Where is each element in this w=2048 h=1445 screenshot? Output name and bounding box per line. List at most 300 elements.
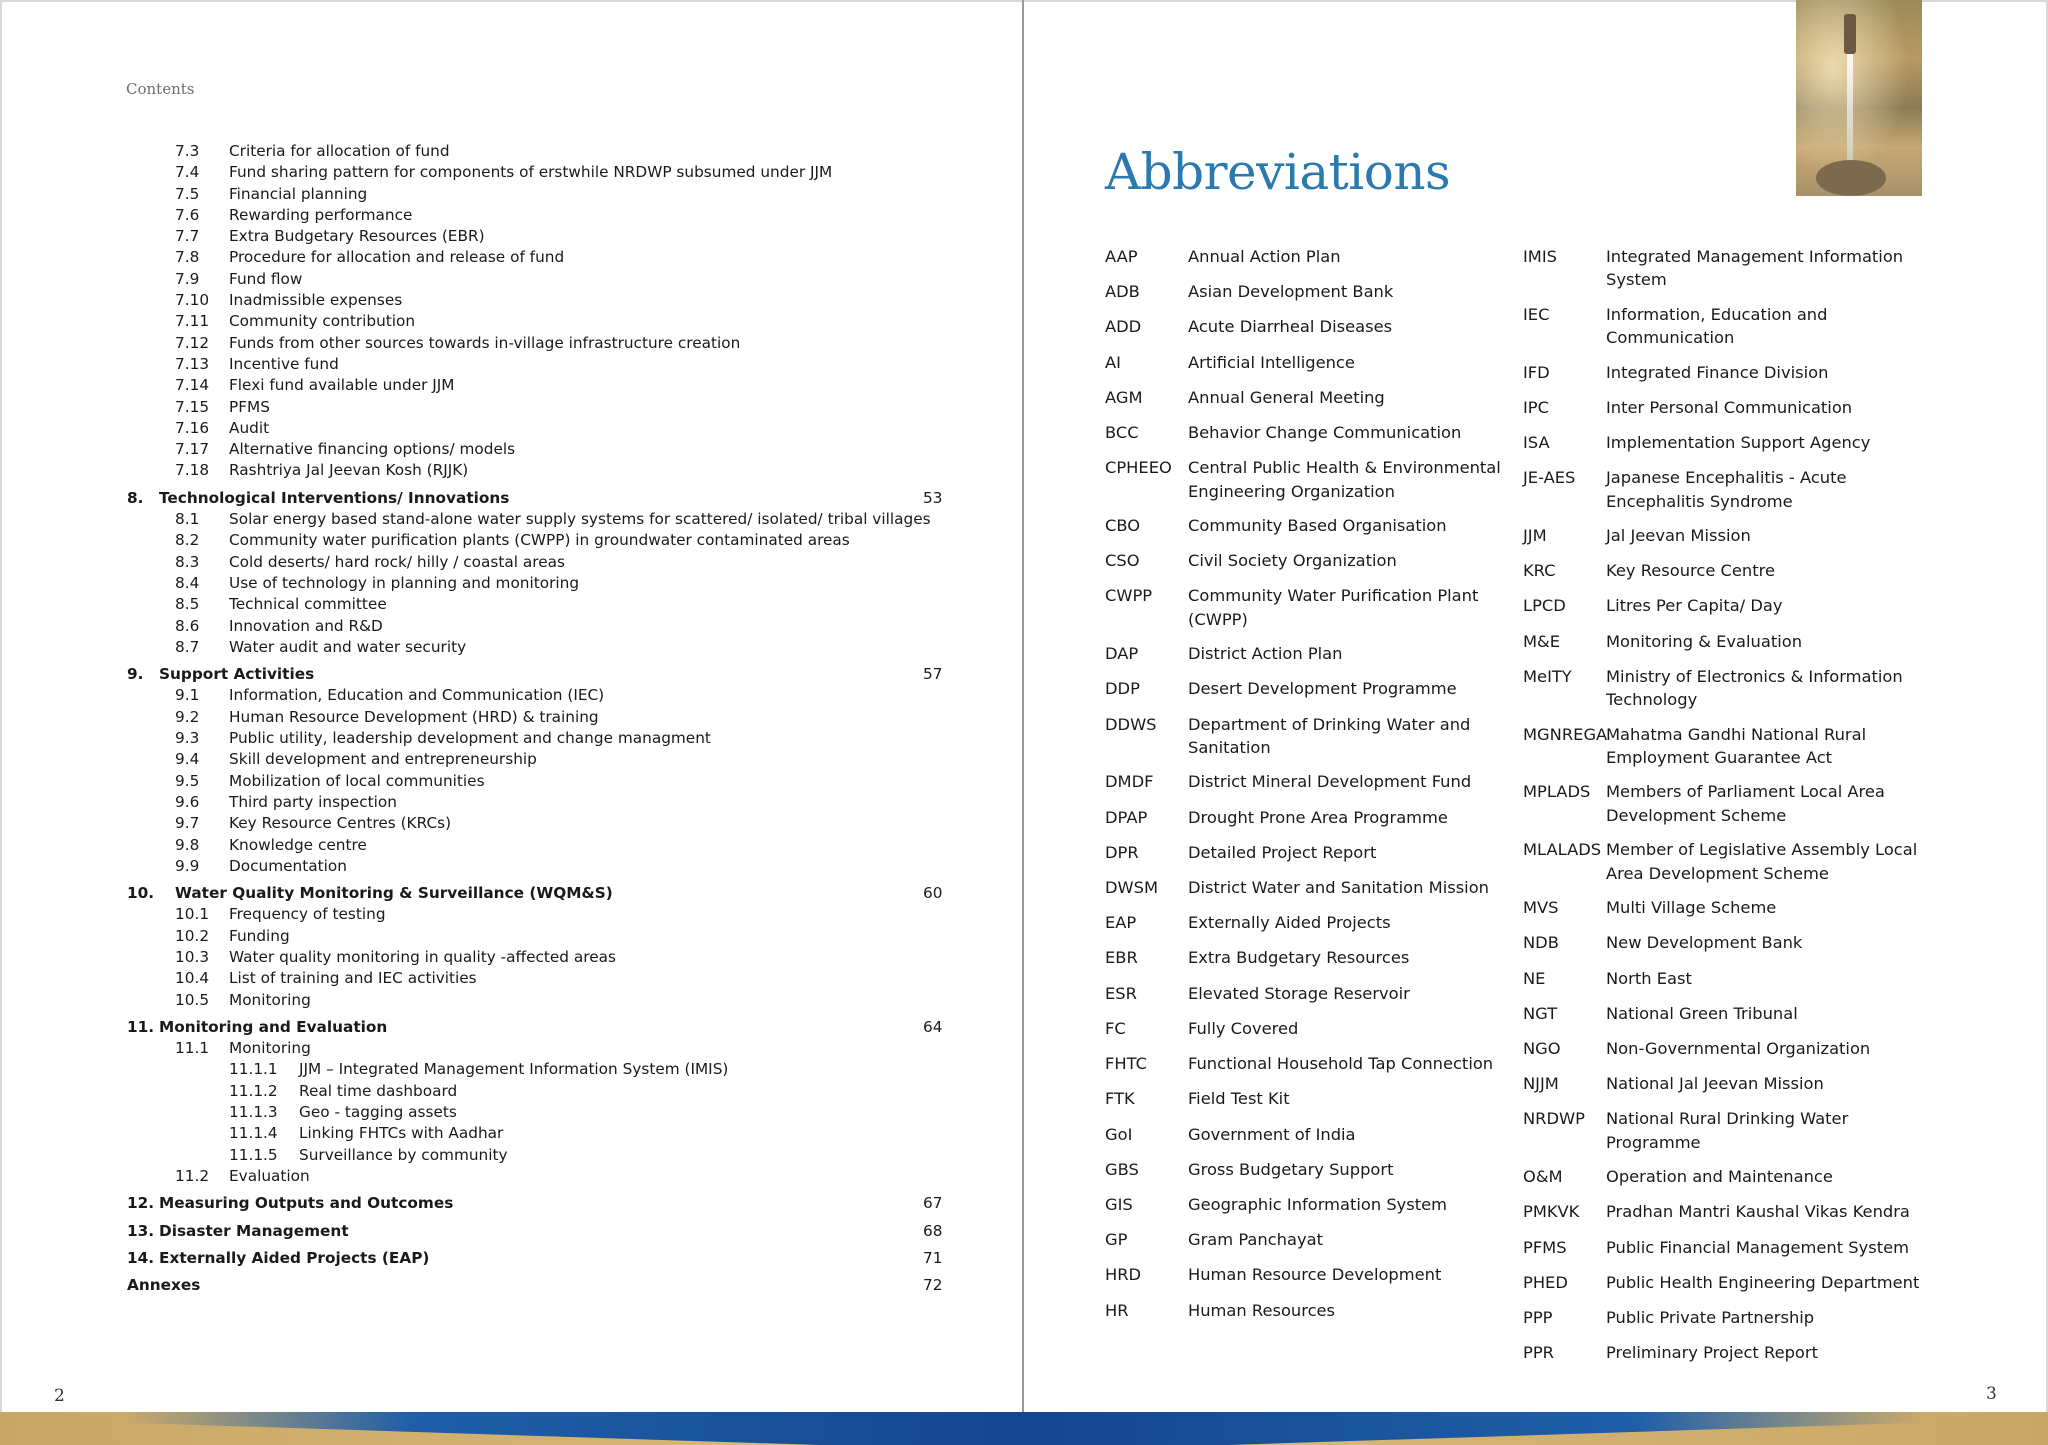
- abbreviation-key: NGT: [1523, 1003, 1558, 1023]
- abbreviation-meaning: National Rural Drinking Water Programme: [1606, 1109, 1849, 1152]
- table-of-contents: [127, 141, 942, 1296]
- abbreviation-meaning: Public Health Engineering Department: [1606, 1272, 1920, 1292]
- abbreviation-entry: [1523, 466, 1943, 513]
- toc-title: List of training and IEC activities: [229, 969, 477, 988]
- toc-number: 10.4: [175, 969, 210, 988]
- toc-number: 7.3: [175, 142, 200, 160]
- toc-entry: [127, 637, 942, 658]
- toc-title: Extra Budgetary Resources (EBR): [229, 227, 485, 246]
- toc-entry: [127, 990, 942, 1011]
- toc-title: Community contribution: [229, 312, 416, 331]
- toc-page-number: 72: [923, 1276, 943, 1295]
- abbreviation-meaning: Gross Budgetary Support: [1188, 1159, 1394, 1179]
- abbreviations-column-1: [1105, 245, 1505, 1334]
- toc-title: Audit: [229, 418, 270, 437]
- toc-entry: [127, 926, 942, 947]
- abbreviation-meaning: New Development Bank: [1606, 933, 1803, 953]
- abbreviation-meaning: Japanese Encephalitis - Acute Encephalitis Syndrome: [1606, 468, 1847, 511]
- toc-entry: [127, 290, 942, 311]
- page-number-right: 3: [1986, 1384, 1997, 1404]
- abbreviation-entry: [1523, 723, 1943, 770]
- toc-title: Alternative financing options/ models: [229, 440, 516, 459]
- abbreviations-column-2: [1523, 245, 1943, 1376]
- abbreviation-key: EBR: [1105, 948, 1138, 968]
- abbreviation-key: PFMS: [1523, 1237, 1567, 1257]
- toc-number: 8.4: [175, 573, 200, 592]
- abbreviation-key: NRDWP: [1523, 1109, 1585, 1129]
- toc-number: 11.1: [175, 1039, 210, 1058]
- toc-title: Knowledge centre: [229, 835, 367, 854]
- toc-number: 9.9: [175, 856, 200, 875]
- toc-title: Cold deserts/ hard rock/ hilly / coastal areas: [229, 552, 565, 571]
- abbreviation-key: NGO: [1523, 1038, 1561, 1058]
- toc-entry: [127, 728, 942, 749]
- toc-number: 11.1.4: [229, 1124, 278, 1143]
- toc-title: Fund sharing pattern for components of erstwhile NRDWP subsumed under JJM: [229, 163, 833, 182]
- abbreviation-key: MGNREGA: [1523, 724, 1608, 744]
- abbreviation-entry: [1523, 245, 1943, 292]
- abbreviation-meaning: Extra Budgetary Resources: [1188, 948, 1410, 968]
- abbreviation-key: JE-AES: [1523, 468, 1576, 488]
- toc-number: 11.1.2: [229, 1081, 278, 1100]
- toc-number: 14.: [127, 1248, 155, 1267]
- abbreviation-entry: [1523, 665, 1943, 712]
- abbreviation-key: FTK: [1105, 1089, 1135, 1109]
- abbreviation-key: MLALADS: [1523, 840, 1602, 860]
- abbreviations-title: Abbreviations: [1105, 143, 1451, 201]
- abbreviation-meaning: Externally Aided Projects: [1188, 913, 1391, 933]
- toc-number: 8.2: [175, 531, 200, 550]
- abbreviation-key: EAP: [1105, 913, 1137, 933]
- toc-number: 9.3: [175, 729, 200, 748]
- toc-title: Mobilization of local communities: [229, 771, 485, 790]
- abbreviation-key: CSO: [1105, 551, 1140, 571]
- abbreviation-meaning: Information, Education and Communication: [1606, 304, 1828, 348]
- abbreviation-entry: [1105, 1299, 1505, 1322]
- abbreviation-meaning: Implementation Support Agency: [1606, 433, 1871, 453]
- toc-entry: [127, 397, 942, 418]
- abbreviation-meaning: Public Private Partnership: [1606, 1307, 1815, 1327]
- abbreviation-meaning: District Action Plan: [1188, 644, 1343, 664]
- book-spine: [1022, 0, 1024, 1445]
- abbreviation-entry: [1105, 806, 1505, 829]
- toc-entry: [127, 552, 942, 573]
- toc-entry: [127, 904, 942, 925]
- toc-entry: [127, 947, 942, 968]
- abbreviation-entry: [1105, 1017, 1505, 1040]
- toc-chapter: [127, 1248, 942, 1269]
- abbreviation-entry: [1523, 431, 1943, 454]
- abbreviation-meaning: Non-Governmental Organization: [1606, 1038, 1871, 1058]
- abbreviation-entry: [1523, 896, 1943, 919]
- toc-entry: [127, 184, 942, 205]
- abbreviation-entry: [1523, 780, 1943, 827]
- toc-entry: [127, 333, 942, 354]
- toc-entry: [127, 1166, 942, 1187]
- toc-number: 12.: [127, 1194, 155, 1213]
- toc-title: Incentive fund: [229, 354, 339, 373]
- abbreviation-key: PPR: [1523, 1343, 1554, 1363]
- toc-chapter: [127, 1221, 942, 1242]
- abbreviation-meaning: Geographic Information System: [1188, 1194, 1448, 1214]
- toc-entry: [127, 1145, 942, 1166]
- toc-entry: [127, 1102, 942, 1123]
- toc-title: Real time dashboard: [299, 1081, 458, 1100]
- toc-number: 7.14: [175, 376, 210, 395]
- toc-chapter: [127, 883, 942, 904]
- toc-title: Documentation: [229, 856, 347, 875]
- abbreviation-entry: [1523, 1165, 1943, 1188]
- abbreviation-key: FC: [1105, 1018, 1126, 1038]
- toc-entry: [127, 749, 942, 770]
- abbreviation-entry: [1105, 280, 1505, 303]
- toc-number: 13.: [127, 1221, 155, 1240]
- abbreviation-meaning: Functional Household Tap Connection: [1188, 1054, 1494, 1074]
- abbreviation-meaning: Pradhan Mantri Kaushal Vikas Kendra: [1606, 1202, 1910, 1222]
- abbreviation-meaning: Inter Personal Communication: [1606, 397, 1853, 417]
- abbreviation-entry: [1105, 770, 1505, 793]
- toc-title: Fund flow: [229, 269, 303, 288]
- abbreviation-key: IPC: [1523, 397, 1549, 417]
- toc-chapter: [127, 1275, 942, 1296]
- abbreviation-meaning: Multi Village Scheme: [1606, 898, 1777, 918]
- abbreviation-key: DWSM: [1105, 878, 1159, 898]
- toc-title: Criteria for allocation of fund: [229, 142, 450, 160]
- toc-entry: [127, 226, 942, 247]
- toc-number: 11.1.3: [229, 1103, 278, 1122]
- abbreviation-entry: [1523, 1200, 1943, 1223]
- toc-chapter: [127, 1193, 942, 1214]
- toc-number: 11.: [127, 1017, 155, 1036]
- abbreviation-meaning: District Water and Sanitation Mission: [1188, 878, 1489, 898]
- abbreviation-meaning: National Jal Jeevan Mission: [1606, 1074, 1824, 1094]
- toc-number: 7.17: [175, 440, 210, 459]
- toc-title: Key Resource Centres (KRCs): [229, 814, 452, 833]
- toc-page-number: 60: [923, 884, 943, 903]
- abbreviation-meaning: Public Financial Management System: [1606, 1237, 1909, 1257]
- abbreviation-meaning: Mahatma Gandhi National Rural Employment Guarantee Act: [1606, 724, 1867, 768]
- toc-entry: [127, 375, 942, 396]
- toc-title: Support Activities: [159, 665, 315, 684]
- toc-number: 9.7: [175, 814, 200, 833]
- toc-entry: [127, 162, 942, 183]
- abbreviation-entry: [1523, 303, 1943, 350]
- abbreviation-meaning: Community Water Purification Plant (CWPP): [1188, 586, 1479, 629]
- abbreviation-meaning: National Green Tribunal: [1606, 1003, 1798, 1023]
- abbreviation-key: DPR: [1105, 842, 1139, 862]
- toc-chapter: [127, 1017, 942, 1038]
- abbreviation-key: CWPP: [1105, 586, 1153, 606]
- abbreviation-key: O&M: [1523, 1167, 1563, 1187]
- toc-number: 7.8: [175, 248, 200, 267]
- abbreviation-entry: [1105, 549, 1505, 572]
- toc-number: 7.15: [175, 397, 210, 416]
- toc-title: Geo - tagging assets: [299, 1103, 457, 1122]
- toc-number: 10.3: [175, 947, 210, 966]
- toc-page-number: 71: [923, 1248, 943, 1267]
- toc-number: 7.18: [175, 461, 210, 480]
- abbreviation-key: NE: [1523, 968, 1546, 988]
- abbreviation-key: FHTC: [1105, 1054, 1147, 1074]
- abbreviation-key: AI: [1105, 352, 1121, 372]
- toc-title: Disaster Management: [159, 1221, 349, 1240]
- toc-title: Third party inspection: [229, 792, 397, 811]
- toc-entry: [127, 616, 942, 637]
- abbreviation-key: JJM: [1523, 526, 1547, 546]
- abbreviation-meaning: Behavior Change Communication: [1188, 423, 1462, 443]
- abbreviation-meaning: Community Based Organisation: [1188, 516, 1447, 536]
- abbreviation-meaning: Detailed Project Report: [1188, 842, 1377, 862]
- toc-number: 10.2: [175, 926, 210, 945]
- abbreviation-meaning: Members of Parliament Local Area Development Scheme: [1606, 782, 1885, 825]
- abbreviation-entry: [1523, 524, 1943, 547]
- abbreviation-key: AAP: [1105, 247, 1138, 266]
- toc-number: 7.4: [175, 163, 200, 182]
- toc-entry: [127, 1081, 942, 1102]
- toc-number: 7.16: [175, 418, 210, 437]
- left-page: [0, 0, 1023, 1445]
- toc-entry: [127, 1123, 942, 1144]
- abbreviation-entry: [1523, 931, 1943, 954]
- toc-number: 7.12: [175, 333, 210, 352]
- toc-entry: [127, 813, 942, 834]
- abbreviation-key: M&E: [1523, 631, 1561, 651]
- abbreviation-key: IMIS: [1523, 247, 1557, 266]
- toc-page-number: 57: [923, 665, 943, 684]
- toc-title: Externally Aided Projects (EAP): [159, 1248, 430, 1267]
- abbreviation-key: GBS: [1105, 1159, 1139, 1179]
- toc-title: Inadmissible expenses: [229, 291, 403, 310]
- abbreviation-entry: [1105, 351, 1505, 374]
- tap-icon: [1844, 14, 1856, 54]
- toc-title: Information, Education and Communication (IEC): [229, 686, 605, 705]
- toc-entry: [127, 707, 942, 728]
- toc-number: 9.6: [175, 792, 200, 811]
- toc-number: 11.1.1: [229, 1060, 278, 1079]
- toc-title: Funding: [229, 926, 290, 945]
- toc-title: Financial planning: [229, 184, 368, 203]
- toc-title: Human Resource Development (HRD) & training: [229, 707, 599, 726]
- abbreviation-key: PMKVK: [1523, 1202, 1580, 1222]
- abbreviation-meaning: Human Resource Development: [1188, 1265, 1442, 1285]
- abbreviation-meaning: Field Test Kit: [1188, 1089, 1290, 1109]
- toc-title: Technological Interventions/ Innovations: [159, 488, 510, 507]
- abbreviation-key: DMDF: [1105, 772, 1154, 792]
- toc-number: 8.5: [175, 595, 200, 614]
- abbreviation-meaning: Human Resources: [1188, 1300, 1336, 1320]
- toc-page-number: 68: [923, 1221, 943, 1240]
- running-header: Contents: [126, 80, 195, 98]
- abbreviation-entry: [1105, 245, 1505, 268]
- abbreviation-key: MVS: [1523, 898, 1559, 918]
- abbreviation-entry: [1105, 456, 1505, 503]
- toc-number: 8.1: [175, 510, 200, 529]
- toc-number: 7.13: [175, 354, 210, 373]
- abbreviation-key: LPCD: [1523, 596, 1566, 616]
- toc-number: 8.3: [175, 552, 200, 571]
- abbreviation-key: DDWS: [1105, 714, 1157, 734]
- toc-number: 11.2: [175, 1166, 210, 1185]
- toc-entry: [127, 685, 942, 706]
- abbreviation-key: KRC: [1523, 561, 1556, 581]
- toc-number: 9.1: [175, 686, 200, 705]
- toc-title: Evaluation: [229, 1166, 310, 1185]
- toc-entry: [127, 418, 942, 439]
- abbreviation-entry: [1523, 559, 1943, 582]
- toc-title: Procedure for allocation and release of fund: [229, 248, 565, 267]
- abbreviation-entry: [1105, 514, 1505, 537]
- abbreviation-entry: [1523, 1072, 1943, 1095]
- abbreviation-entry: [1105, 946, 1505, 969]
- toc-number: 9.5: [175, 771, 200, 790]
- toc-number: 9.4: [175, 750, 200, 769]
- toc-title: Monitoring: [229, 1039, 311, 1058]
- abbreviation-entry: [1523, 361, 1943, 384]
- toc-number: 11.1.5: [229, 1145, 278, 1164]
- abbreviation-entry: [1523, 967, 1943, 990]
- toc-chapter: [127, 664, 942, 685]
- abbreviation-key: GP: [1105, 1230, 1128, 1250]
- toc-entry: [127, 835, 942, 856]
- abbreviation-meaning: Fully Covered: [1188, 1018, 1299, 1038]
- abbreviation-meaning: Government of India: [1188, 1124, 1356, 1144]
- toc-number: 7.7: [175, 227, 200, 246]
- abbreviation-meaning: District Mineral Development Fund: [1188, 772, 1472, 792]
- toc-chapter: [127, 488, 942, 509]
- abbreviation-key: CPHEEO: [1105, 458, 1172, 478]
- toc-title: Solar energy based stand-alone water supply systems for scattered/ isolated/ tribal villages: [229, 510, 931, 529]
- toc-title: Use of technology in planning and monitoring: [229, 573, 580, 592]
- toc-title: Water audit and water security: [229, 637, 467, 656]
- toc-entry: [127, 247, 942, 268]
- abbreviation-entry: [1523, 1002, 1943, 1025]
- abbreviation-entry: [1523, 1236, 1943, 1259]
- abbreviation-key: NDB: [1523, 933, 1559, 953]
- abbreviation-key: GoI: [1105, 1124, 1133, 1144]
- abbreviation-entry: [1105, 1052, 1505, 1075]
- abbreviation-key: MeITY: [1523, 666, 1572, 686]
- toc-number: 8.7: [175, 637, 200, 656]
- abbreviation-meaning: Member of Legislative Assembly Local Area Development Scheme: [1606, 840, 1918, 883]
- abbreviation-key: MPLADS: [1523, 782, 1591, 802]
- abbreviation-meaning: Asian Development Bank: [1188, 282, 1394, 302]
- abbreviation-key: ESR: [1105, 983, 1137, 1003]
- abbreviation-meaning: Integrated Management Information System: [1606, 247, 1904, 290]
- toc-entry: [127, 460, 942, 481]
- toc-title: Technical committee: [229, 595, 387, 614]
- toc-title: Funds from other sources towards in-village infrastructure creation: [229, 333, 741, 352]
- toc-number: 7.5: [175, 184, 200, 203]
- toc-title: Frequency of testing: [229, 905, 386, 924]
- abbreviation-entry: [1105, 421, 1505, 444]
- abbreviation-key: IEC: [1523, 304, 1550, 324]
- abbreviation-key: AGM: [1105, 387, 1143, 407]
- abbreviation-meaning: Civil Society Organization: [1188, 551, 1397, 571]
- abbreviation-meaning: Department of Drinking Water and Sanitation: [1188, 714, 1471, 758]
- toc-entry: [127, 856, 942, 877]
- toc-entry: [127, 354, 942, 375]
- toc-title: Public utility, leadership development and change managment: [229, 729, 711, 748]
- toc-entry: [127, 205, 942, 226]
- abbreviation-entry: [1523, 838, 1943, 885]
- toc-title: JJM – Integrated Management Information System (IMIS): [299, 1060, 729, 1079]
- abbreviation-key: HR: [1105, 1300, 1129, 1320]
- abbreviation-meaning: North East: [1606, 968, 1692, 988]
- toc-number: 8.6: [175, 616, 200, 635]
- toc-page-number: 64: [923, 1017, 943, 1036]
- abbreviation-entry: [1523, 396, 1943, 419]
- toc-entry: [127, 792, 942, 813]
- abbreviation-key: ADD: [1105, 317, 1142, 337]
- toc-entry: [127, 530, 942, 551]
- abbreviation-key: CBO: [1105, 516, 1141, 536]
- abbreviation-key: PHED: [1523, 1272, 1568, 1292]
- abbreviation-key: ISA: [1523, 433, 1550, 453]
- abbreviation-key: PPP: [1523, 1307, 1553, 1327]
- abbreviation-key: HRD: [1105, 1265, 1142, 1285]
- abbreviation-meaning: Monitoring & Evaluation: [1606, 631, 1803, 651]
- toc-title: Skill development and entrepreneurship: [229, 750, 537, 769]
- toc-title: Rewarding performance: [229, 205, 413, 224]
- toc-number: 7.6: [175, 205, 200, 224]
- water-tap-photo: [1796, 0, 1922, 196]
- toc-title: PFMS: [229, 397, 270, 416]
- abbreviation-entry: [1523, 1271, 1943, 1294]
- abbreviation-entry: [1105, 315, 1505, 338]
- abbreviation-meaning: Litres Per Capita/ Day: [1606, 596, 1783, 616]
- abbreviation-meaning: Desert Development Programme: [1188, 679, 1457, 699]
- abbreviation-meaning: Integrated Finance Division: [1606, 362, 1829, 382]
- abbreviation-key: DDP: [1105, 679, 1140, 699]
- abbreviation-meaning: Elevated Storage Reservoir: [1188, 983, 1410, 1003]
- toc-title: Water quality monitoring in quality -affected areas: [229, 947, 616, 966]
- toc-entry: [127, 269, 942, 290]
- abbreviation-entry: [1105, 713, 1505, 760]
- abbreviation-meaning: Acute Diarrheal Diseases: [1188, 317, 1393, 337]
- page-number-left: 2: [54, 1386, 65, 1406]
- toc-number: 10.1: [175, 905, 210, 924]
- toc-number: 9.: [127, 665, 144, 684]
- toc-entry: [127, 311, 942, 332]
- abbreviation-key: ADB: [1105, 282, 1140, 302]
- abbreviation-key: BCC: [1105, 423, 1139, 443]
- toc-number: 9.2: [175, 707, 200, 726]
- abbreviation-entry: [1523, 1341, 1943, 1364]
- toc-title: Community water purification plants (CWPP) in groundwater contaminated areas: [229, 531, 850, 550]
- abbreviation-entry: [1105, 1193, 1505, 1216]
- abbreviation-key: DPAP: [1105, 807, 1148, 827]
- toc-number: 8.: [127, 488, 144, 507]
- toc-number: 10.: [127, 884, 155, 903]
- toc-number: 7.11: [175, 312, 210, 331]
- abbreviation-entry: [1523, 1107, 1943, 1154]
- abbreviation-meaning: Drought Prone Area Programme: [1188, 807, 1448, 827]
- toc-entry: [127, 573, 942, 594]
- abbreviation-key: GIS: [1105, 1194, 1133, 1214]
- abbreviation-entry: [1105, 1158, 1505, 1181]
- abbreviation-meaning: Annual General Meeting: [1188, 387, 1385, 407]
- abbreviation-entry: [1105, 677, 1505, 700]
- abbreviation-meaning: Preliminary Project Report: [1606, 1343, 1818, 1363]
- abbreviation-entry: [1105, 1123, 1505, 1146]
- toc-title: Measuring Outputs and Outcomes: [159, 1194, 454, 1213]
- abbreviation-meaning: Artificial Intelligence: [1188, 352, 1355, 372]
- abbreviation-entry: [1105, 584, 1505, 631]
- toc-number: 10.5: [175, 990, 210, 1009]
- abbreviation-entry: [1523, 594, 1943, 617]
- abbreviation-key: DAP: [1105, 644, 1139, 664]
- toc-title: Rashtriya Jal Jeevan Kosh (RJJK): [229, 461, 469, 480]
